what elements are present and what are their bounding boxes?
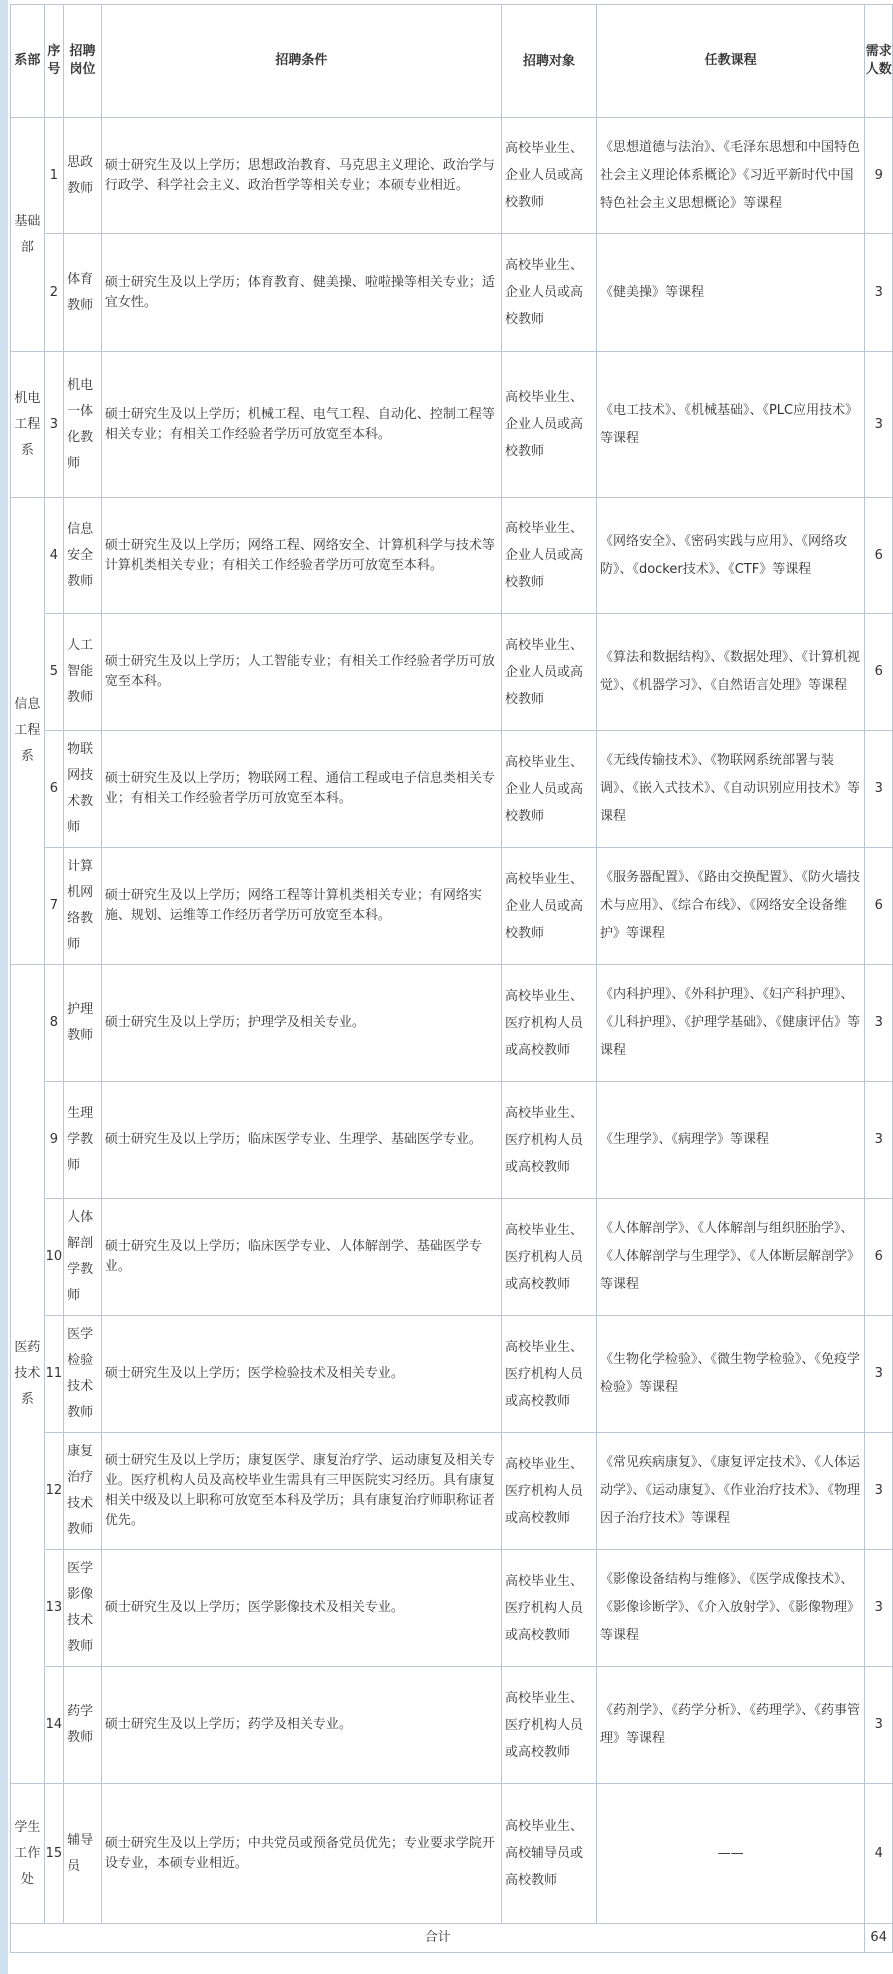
- row-target: 高校毕业生、企业人员或高校教师: [502, 731, 597, 848]
- row-count: 3: [865, 731, 893, 848]
- row-position: 医学检验技术教师: [64, 1316, 102, 1433]
- row-count: 3: [865, 965, 893, 1082]
- row-position: 机电一体化教师: [64, 352, 102, 498]
- left-edge-strip: [0, 0, 8, 1974]
- row-courses: 《无线传输技术》、《物联网系统部署与装调》、《嵌入式技术》、《自动识别应用技术》等课程: [596, 731, 864, 848]
- table-row: [11, 1433, 893, 1550]
- row-target: 高校毕业生、医疗机构人员或高校教师: [502, 1550, 597, 1667]
- row-count: 4: [865, 1784, 893, 1924]
- dept-cell: 医药技术系: [11, 965, 45, 1784]
- row-target: 高校毕业生、医疗机构人员或高校教师: [502, 1082, 597, 1199]
- row-position: 医学影像技术教师: [64, 1550, 102, 1667]
- table-row: [11, 1316, 893, 1433]
- row-position: 人体解剖学教师: [64, 1199, 102, 1316]
- row-no: 3: [44, 352, 63, 498]
- row-courses: 《生物化学检验》、《微生物学检验》、《免疫学检验》等课程: [596, 1316, 864, 1433]
- row-requirements: 硕士研究生及以上学历；思想政治教育、马克思主义理论、政治学与行政学、科学社会主义、政治哲学等相关专业；本硕专业相近。: [101, 118, 501, 234]
- row-requirements: 硕士研究生及以上学历；体育教育、健美操、啦啦操等相关专业；适宜女性。: [101, 234, 501, 352]
- row-count: 6: [865, 614, 893, 731]
- table-row: [11, 731, 893, 848]
- table-row: [11, 965, 893, 1082]
- row-courses: 《网络安全》、《密码实践与应用》、《网络攻防》、《docker技术》、《CTF》等课程: [596, 498, 864, 614]
- row-count: 3: [865, 352, 893, 498]
- row-count: 9: [865, 118, 893, 234]
- row-target: 高校毕业生、企业人员或高校教师: [502, 848, 597, 965]
- row-count: 6: [865, 848, 893, 965]
- row-courses: 《内科护理》、《外科护理》、《妇产科护理》、《儿科护理》、《护理学基础》、《健康评估》等课程: [596, 965, 864, 1082]
- row-requirements: 硕士研究生及以上学历；机械工程、电气工程、自动化、控制工程等相关专业；有相关工作经验者学历可放宽至本科。: [101, 352, 501, 498]
- row-position: 信息安全教师: [64, 498, 102, 614]
- row-requirements: 硕士研究生及以上学历；网络工程等计算机类相关专业；有网络实施、规划、运维等工作经历者学历可放宽至本科。: [101, 848, 501, 965]
- row-requirements: 硕士研究生及以上学历；人工智能专业；有相关工作经验者学历可放宽至本科。: [101, 614, 501, 731]
- row-target: 高校毕业生、企业人员或高校教师: [502, 614, 597, 731]
- row-courses: 《服务器配置》、《路由交换配置》、《防火墙技术与应用》、《综合布线》、《网络安全设备维护》等课程: [596, 848, 864, 965]
- row-no: 7: [44, 848, 63, 965]
- row-no: 6: [44, 731, 63, 848]
- row-target: 高校毕业生、高校辅导员或高校教师: [502, 1784, 597, 1924]
- row-no: 5: [44, 614, 63, 731]
- row-position: 护理教师: [64, 965, 102, 1082]
- row-count: 3: [865, 1550, 893, 1667]
- total-label: 合计: [11, 1924, 865, 1953]
- row-count: 3: [865, 1667, 893, 1784]
- table-row: [11, 1784, 893, 1924]
- row-courses: 《生理学》、《病理学》等课程: [596, 1082, 864, 1199]
- row-no: 11: [44, 1316, 63, 1433]
- table-row: [11, 234, 893, 352]
- header-requirements: 招聘条件: [101, 5, 501, 118]
- row-no: 10: [44, 1199, 63, 1316]
- header-target: 招聘对象: [502, 5, 597, 118]
- row-no: 9: [44, 1082, 63, 1199]
- row-requirements: 硕士研究生及以上学历；康复医学、康复治疗学、运动康复及相关专业。医疗机构人员及高校毕业生需具有三甲医院实习经历。具有康复相关中级及以上职称可放宽至本科及学历；具有康复治疗师职称证者优先。: [101, 1433, 501, 1550]
- row-requirements: 硕士研究生及以上学历；临床医学专业、人体解剖学、基础医学专业。: [101, 1199, 501, 1316]
- row-requirements: 硕士研究生及以上学历；护理学及相关专业。: [101, 965, 501, 1082]
- row-target: 高校毕业生、医疗机构人员或高校教师: [502, 1433, 597, 1550]
- row-courses: ——: [596, 1784, 864, 1924]
- row-count: 3: [865, 1433, 893, 1550]
- header-row: [11, 5, 893, 118]
- row-target: 高校毕业生、医疗机构人员或高校教师: [502, 965, 597, 1082]
- row-no: 12: [44, 1433, 63, 1550]
- total-count: 64: [865, 1924, 893, 1953]
- header-dept: 系部: [11, 5, 45, 118]
- row-no: 4: [44, 498, 63, 614]
- table-row: [11, 498, 893, 614]
- row-courses: 《常见疾病康复》、《康复评定技术》、《人体运动学》、《运动康复》、《作业治疗技术》、《物理因子治疗技术》等课程: [596, 1433, 864, 1550]
- row-no: 1: [44, 118, 63, 234]
- row-target: 高校毕业生、医疗机构人员或高校教师: [502, 1199, 597, 1316]
- row-requirements: 硕士研究生及以上学历；药学及相关专业。: [101, 1667, 501, 1784]
- row-requirements: 硕士研究生及以上学历；网络工程、网络安全、计算机科学与技术等计算机类相关专业；有相关工作经验者学历可放宽至本科。: [101, 498, 501, 614]
- total-row: [11, 1924, 893, 1953]
- recruitment-table: [10, 4, 893, 1953]
- row-position: 康复治疗技术教师: [64, 1433, 102, 1550]
- table-row: [11, 118, 893, 234]
- table-row: [11, 1199, 893, 1316]
- dept-cell: 信息工程系: [11, 498, 45, 965]
- row-requirements: 硕士研究生及以上学历；中共党员或预备党员优先；专业要求学院开设专业，本硕专业相近。: [101, 1784, 501, 1924]
- table-row: [11, 1082, 893, 1199]
- table-row: [11, 352, 893, 498]
- row-courses: 《算法和数据结构》、《数据处理》、《计算机视觉》、《机器学习》、《自然语言处理》等课程: [596, 614, 864, 731]
- row-requirements: 硕士研究生及以上学历；物联网工程、通信工程或电子信息类相关专业；有相关工作经验者学历可放宽至本科。: [101, 731, 501, 848]
- row-count: 6: [865, 1199, 893, 1316]
- row-requirements: 硕士研究生及以上学历；医学影像技术及相关专业。: [101, 1550, 501, 1667]
- header-position: 招聘岗位: [64, 5, 102, 118]
- row-requirements: 硕士研究生及以上学历；医学检验技术及相关专业。: [101, 1316, 501, 1433]
- row-target: 高校毕业生、企业人员或高校教师: [502, 118, 597, 234]
- row-position: 计算机网络教师: [64, 848, 102, 965]
- table-row: [11, 614, 893, 731]
- table-row: [11, 1550, 893, 1667]
- dept-cell: 机电工程系: [11, 352, 45, 498]
- row-count: 3: [865, 1316, 893, 1433]
- row-no: 15: [44, 1784, 63, 1924]
- row-no: 13: [44, 1550, 63, 1667]
- row-courses: 《影像设备结构与维修》、《医学成像技术》、《影像诊断学》、《介入放射学》、《影像物理》等课程: [596, 1550, 864, 1667]
- row-no: 8: [44, 965, 63, 1082]
- row-courses: 《健美操》等课程: [596, 234, 864, 352]
- row-courses: 《药剂学》、《药学分析》、《药理学》、《药事管理》等课程: [596, 1667, 864, 1784]
- dept-cell: 学生工作处: [11, 1784, 45, 1924]
- row-target: 高校毕业生、医疗机构人员或高校教师: [502, 1667, 597, 1784]
- row-target: 高校毕业生、企业人员或高校教师: [502, 352, 597, 498]
- dept-cell: 基础部: [11, 118, 45, 352]
- row-count: 3: [865, 234, 893, 352]
- row-no: 2: [44, 234, 63, 352]
- row-courses: 《思想道德与法治》、《毛泽东思想和中国特色社会主义理论体系概论》《习近平新时代中国特色社会主义思想概论》等课程: [596, 118, 864, 234]
- header-courses: 任教课程: [596, 5, 864, 118]
- row-count: 3: [865, 1082, 893, 1199]
- table-row: [11, 848, 893, 965]
- row-position: 思政教师: [64, 118, 102, 234]
- row-count: 6: [865, 498, 893, 614]
- row-target: 高校毕业生、企业人员或高校教师: [502, 498, 597, 614]
- row-position: 生理学教师: [64, 1082, 102, 1199]
- row-position: 药学教师: [64, 1667, 102, 1784]
- row-position: 体育教师: [64, 234, 102, 352]
- header-no: 序号: [44, 5, 63, 118]
- row-position: 辅导员: [64, 1784, 102, 1924]
- header-count: 需求人数: [865, 5, 893, 118]
- row-target: 高校毕业生、企业人员或高校教师: [502, 234, 597, 352]
- table-row: [11, 1667, 893, 1784]
- row-target: 高校毕业生、医疗机构人员或高校教师: [502, 1316, 597, 1433]
- row-requirements: 硕士研究生及以上学历；临床医学专业、生理学、基础医学专业。: [101, 1082, 501, 1199]
- row-courses: 《电工技术》、《机械基础》、《PLC应用技术》等课程: [596, 352, 864, 498]
- row-courses: 《人体解剖学》、《人体解剖与组织胚胎学》、《人体解剖学与生理学》、《人体断层解剖学》等课程: [596, 1199, 864, 1316]
- row-position: 物联网技术教师: [64, 731, 102, 848]
- row-position: 人工智能教师: [64, 614, 102, 731]
- row-no: 14: [44, 1667, 63, 1784]
